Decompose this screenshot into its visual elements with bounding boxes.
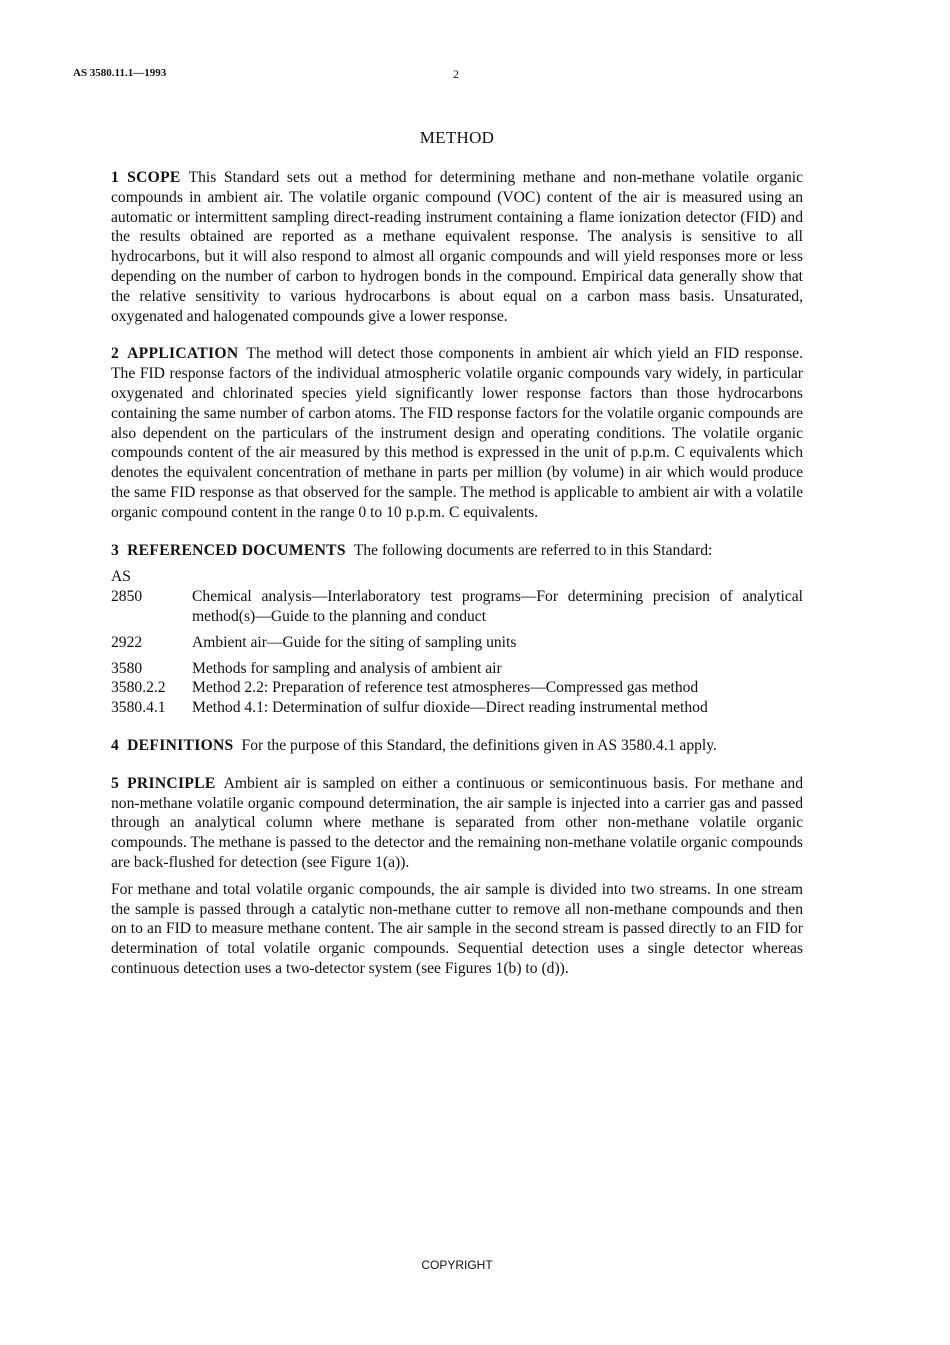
reference-list — [111, 567, 803, 718]
section-definitions — [111, 736, 803, 756]
reference-item — [111, 659, 803, 679]
reference-prefix: AS — [111, 568, 131, 586]
section-scope — [111, 168, 803, 326]
section-text: The following documents are referred to in this Standard: — [353, 541, 713, 559]
section-heading: PRINCIPLE — [127, 774, 216, 792]
reference-item — [111, 698, 803, 718]
section-heading: SCOPE — [127, 169, 181, 186]
section-number: 3 — [111, 541, 120, 559]
section-number: 5 — [111, 774, 120, 792]
reference-title: Methods for sampling and analysis of ambient air — [192, 659, 502, 677]
section-heading: REFERENCED DOCUMENTS — [127, 541, 346, 559]
section-text: Ambient air is sampled on either a continuous or semicontinuous basis. For methane and non-methane volatile organic compound determination, the air sample is injected into a carrier gas and passed through an analytical column where methane is separated from other non-methane volatile organic compounds. The methane is passed to the detector and the remaining non-methane volatile organic compounds are back-flushed for detection (see Figure 1(a)). — [111, 774, 803, 871]
section-heading: DEFINITIONS — [127, 736, 234, 754]
document-id: AS 3580.11.1—1993 — [73, 67, 167, 79]
reference-code: 3580.4.1 — [111, 699, 166, 717]
section-principle — [111, 774, 803, 873]
reference-code: 3580 — [111, 659, 143, 677]
reference-code: 3580.2.2 — [111, 679, 166, 697]
section-number: 4 — [111, 736, 120, 754]
section-number: 2 — [111, 345, 120, 363]
section-text: The method will detect those components in ambient air which yield an FID response. The FID response factors of the individual atmospheric volatile organic compounds vary widely, in particular oxygenated and chlorinated species yield significantly lower response factors than those hydrocarbons containing the same number of carbon atoms. The FID response factors for the volatile organic compounds are also dependent on the particulars of the instrument design and operating conditions. The volatile organic compounds content of the air measured by this method is expressed in the unit of p.p.m. C equivalents which denotes the equivalent concentration of methane in parts per million (by volume) in air which would produce the same FID response as that observed for the sample. The method is applicable to ambient air with a volatile organic compound content in the range 0 to 10 p.p.m. C equivalents. — [111, 345, 803, 521]
section-text: For the purpose of this Standard, the definitions given in AS 3580.4.1 apply. — [241, 736, 717, 754]
document-body — [111, 168, 803, 997]
copyright-footer: COPYRIGHT — [421, 1258, 493, 1272]
page-number: 2 — [453, 67, 459, 81]
reference-code: 2922 — [111, 633, 143, 651]
reference-code: 2850 — [111, 588, 143, 606]
reference-title: Method 4.1: Determination of sulfur dioxide—Direct reading instrumental method — [192, 699, 708, 717]
section-heading: APPLICATION — [127, 345, 239, 363]
reference-title: Ambient air—Guide for the siting of sampling units — [192, 633, 517, 651]
section-text: This Standard sets out a method for determining methane and non-methane volatile organic compounds in ambient air. The volatile organic compound (VOC) content of the air is measured using an automatic or intermittent sampling direct-reading instrument containing a flame ionization detector (FID) and the results obtained are reported as a methane equivalent response. The analysis is sensitive to all hydrocarbons, but it will also respond to almost all organic compounds and will yield responses more or less depending on the number of carbon to hydrogen bonds in the compound. Empirical data generally show that the relative sensitivity to various hydrocarbons is about equal on a carbon mass basis. Unsaturated, oxygenated and halogenated compounds give a lower response. — [111, 169, 803, 325]
reference-item — [111, 587, 803, 627]
section-application — [111, 344, 803, 522]
reference-title: Chemical analysis—Interlaboratory test programs—For determining precision of analytical method(s)—Guide to the planning and conduct — [192, 588, 803, 625]
page-title: METHOD — [419, 128, 495, 147]
reference-title: Method 2.2: Preparation of reference test atmospheres—Compressed gas method — [192, 679, 699, 697]
section-number: 1 — [111, 169, 120, 186]
section-referenced-documents — [111, 541, 803, 561]
reference-item — [111, 678, 803, 698]
reference-item — [111, 633, 803, 653]
section-principle-continued: For methane and total volatile organic compounds, the air sample is divided into two streams. In one stream the sample is passed through a catalytic non-methane cutter to remove all non-methane compounds and then on to an FID to measure methane content. The air sample in the second stream is passed directly to an FID for determination of total volatile organic compounds. Sequential detection uses a single detector whereas continuous detection uses a two-detector system (see Figures 1(b) to (d)). — [111, 880, 803, 977]
